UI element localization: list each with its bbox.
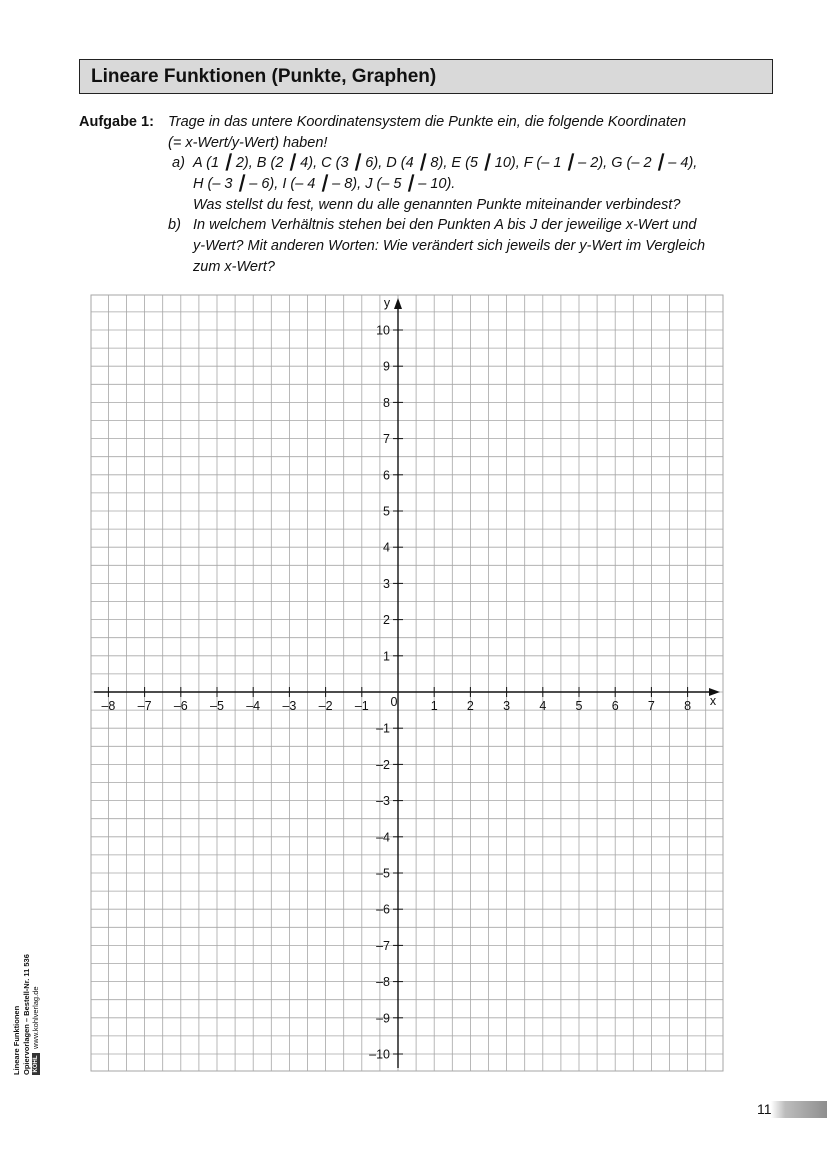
y-tick-label: 1 [383, 649, 390, 664]
x-tick-label: 2 [466, 699, 474, 713]
publisher-logo: KOHL [32, 1053, 40, 1075]
x-tick-label: 5 [575, 699, 583, 713]
task-b-marker: b) [168, 217, 181, 234]
task-a-text-1: A (1 ┃ 2), B (2 ┃ 4), C (3 ┃ 6), D (4 ┃ 8), E (5 ┃ 10), F (– 1 ┃ – 2), G (– 2 ┃ – 4), [193, 155, 698, 172]
y-tick-label: 7 [383, 432, 390, 447]
x-tick-label: –5 [210, 699, 224, 713]
page-number: 11 [757, 1101, 772, 1117]
task-b-text-2: y-Wert? Mit anderen Worten: Wie verändert sich jeweils der y-Wert im Vergleich [193, 238, 706, 255]
y-tick-label: 5 [383, 504, 390, 519]
origin-label: 0 [390, 695, 398, 709]
axes [94, 298, 720, 1068]
y-tick-label: –9 [376, 1011, 390, 1026]
x-tick-label: 3 [503, 699, 511, 713]
task-a-marker: a) [172, 155, 185, 172]
y-tick-label: 8 [383, 395, 390, 410]
publisher-sidebar [12, 835, 41, 1075]
y-tick-label: 4 [383, 540, 390, 555]
x-tick-label: 4 [539, 699, 547, 713]
task-intro-text-1: Trage in das untere Koordinatensystem die Punkte ein, die folgende Koordinaten [168, 114, 687, 130]
y-tick-label: 2 [383, 613, 390, 628]
x-tick-label: –8 [101, 699, 116, 713]
y-tick-label: –2 [376, 757, 390, 772]
grid-lines [91, 295, 723, 1071]
x-tick-label: –2 [318, 699, 333, 713]
x-tick-label: 8 [684, 699, 692, 713]
grid-border [91, 295, 723, 1071]
task-a-text-2: H (– 3 ┃ – 6), I (– 4 ┃ – 8), J (– 5 ┃ – 10). [193, 176, 456, 193]
y-tick-label: –1 [376, 721, 390, 736]
x-tick-label: –1 [354, 699, 369, 713]
page-number-bar [757, 1101, 827, 1118]
task-label: Aufgabe 1: [79, 114, 154, 130]
x-tick-label: –4 [246, 699, 261, 713]
y-tick-label: 3 [383, 576, 390, 591]
y-tick-label: –8 [376, 975, 390, 990]
y-tick-label: 6 [383, 468, 390, 483]
y-tick-label: –5 [376, 866, 390, 881]
y-tick-label: –6 [376, 902, 390, 917]
x-tick-label: –3 [282, 699, 297, 713]
y-tick-label: 9 [383, 359, 390, 374]
y-tick-label: –3 [376, 794, 390, 809]
page-title: Lineare Funktionen (Punkte, Graphen) [91, 66, 437, 87]
sidebar-title: Lineare Funktionen [12, 1005, 21, 1075]
publisher-website: www.kohlverlag.de [31, 986, 40, 1049]
sidebar-order-number: Opiervorlagen – Bestell-Nr. 11 536 [21, 954, 31, 1075]
tick-labels [101, 296, 716, 1062]
x-axis-label: x [709, 694, 717, 708]
y-tick-label: –7 [376, 938, 390, 953]
x-tick-label: –7 [137, 699, 152, 713]
x-tick-label: –6 [173, 699, 188, 713]
task-intro-text-2: (= x-Wert/y-Wert) haben! [168, 134, 328, 151]
y-tick-label: –10 [369, 1047, 390, 1062]
x-tick-label: 7 [647, 699, 655, 713]
y-axis-arrow [394, 298, 402, 309]
task-b-text-1: In welchem Verhältnis stehen bei den Punkten A bis J der jeweilige x-Wert und [193, 217, 697, 234]
x-tick-label: 6 [611, 699, 619, 713]
publisher-logo-row [31, 835, 41, 1075]
y-axis-label: y [383, 296, 391, 310]
task-b-text-3: zum x-Wert? [193, 258, 275, 275]
x-tick-label: 1 [430, 699, 438, 713]
task-a-text-3: Was stellst du fest, wenn du alle genannten Punkte miteinander verbindest? [193, 196, 681, 213]
y-tick-label: –4 [376, 830, 390, 845]
y-tick-label: 10 [376, 323, 390, 338]
